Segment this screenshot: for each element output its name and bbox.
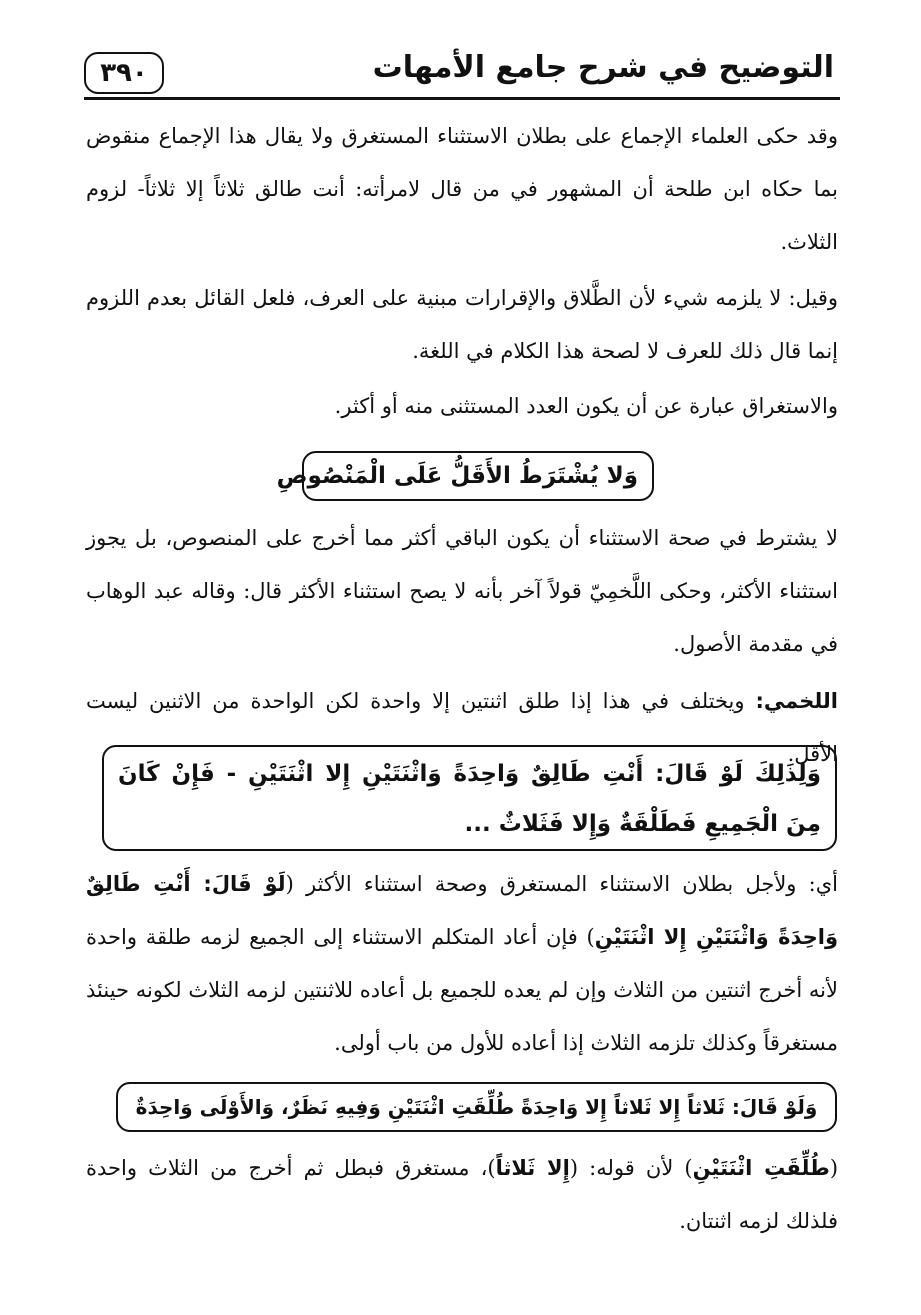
paragraph-qil: وقيل: لا يلزمه شيء لأن الطَّلاق والإقرارات مبنية على العرف، فلعل القائل بعدم اللزوم إنما قال ذلك للعرف لا لصحة هذا الكلام في اللغة. — [86, 286, 838, 363]
header-rule — [84, 97, 840, 100]
matn-box-wa-law-qala: وَلَوْ قَالَ: ثَلاثاً إِلا ثَلاثاً إِلا وَاحِدَةً طُلِّقَتِ اثْنَتَيْنِ وَفِيهِ نَظَرٌ، وَالأَوْلَى وَاحِدَةٌ — [116, 1082, 837, 1132]
explanation-quote: لَوْ قَالَ: أَنْتِ طَالِقٌ وَاحِدَةً وَاثْنَتَيْنِ إِلا اثْنَتَيْنِ — [86, 872, 839, 949]
explanation-text-b: ) فإن أعاد المتكلم الاستثناء إلى الجميع لزمه طلقة واحدة لأنه أخرج اثنتين من الثلاث وإن لم يعده للجميع بل أعاده للاثنتين لزمه الثلاث لكونه حينئذ مستغرقاً وكذلك تلزمه الثلاث إذا أعاده للأول من باب أولى. — [86, 925, 838, 1055]
explanation-text-a: أي: ولأجل بطلان الاستثناء المستغرق وصحة استثناء الأكثر ( — [285, 872, 838, 896]
tulliqat-quote-2: إِلا ثَلاثاً — [495, 1156, 570, 1180]
tulliqat-text-b: ) لأن قوله: ( — [569, 1156, 693, 1180]
paragraph-explanation — [86, 858, 838, 1070]
page-header — [84, 44, 840, 100]
matn-box-wa-lidhalika: وَلِذَلِكَ لَوْ قَالَ: أَنْتِ طَالِقٌ وَاحِدَةً وَاثْنَتَيْنِ إِلا اثْنَتَيْنِ - فَإِنْ كَانَ مِنَ الْجَمِيعِ فَطَلْقَةٌ وَإِلا فَثَلاثٌ ... — [102, 745, 837, 851]
tulliqat-quote-1: طُلِّقَتِ اثْنَتَيْنِ — [692, 1156, 830, 1180]
lakhmi-text: ويختلف في هذا إذا طلق اثنتين إلا واحدة لكن الواحدة من الاثنين ليست الأقل. — [86, 689, 838, 766]
paragraph-consensus: وقد حكى العلماء الإجماع على بطلان الاستثناء المستغرق ولا يقال هذا الإجماع منقوض بما حكاه ابن طلحة أن المشهور في من قال لامرأته: أنت طالق ثلاثاً إلا ثلاثاً- لزوم الثلاث. — [86, 124, 838, 254]
paragraph-tulliqat — [86, 1142, 838, 1248]
page-number: ٣٩٠ — [84, 52, 164, 94]
tulliqat-text-a: ( — [829, 1156, 839, 1180]
lakhmi-label: اللخمي: — [755, 689, 838, 713]
matn-box-la-yushtarat: وَلا يُشْتَرَطُ الأَقَلُّ عَلَى الْمَنْصُوصِ — [302, 451, 654, 501]
tulliqat-text-c: )، مستغرق فبطل ثم أخرج من الثلاث واحدة فلذلك لزمه اثنتان. — [86, 1156, 838, 1233]
book-title: التوضيح في شرح جامع الأمهات — [372, 50, 834, 85]
paragraph-istighraq: والاستغراق عبارة عن أن يكون العدد المستثنى منه أو أكثر. — [334, 394, 838, 418]
paragraph-la-yushtarat: لا يشترط في صحة الاستثناء أن يكون الباقي أكثر مما أخرج على المنصوص، بل يجوز استثناء الأكثر، وحكى اللَّخمِيّ قولاً آخر بأنه لا يصح استثناء الأكثر قال: وقاله عبد الوهاب في مقدمة الأصول. — [86, 526, 838, 656]
